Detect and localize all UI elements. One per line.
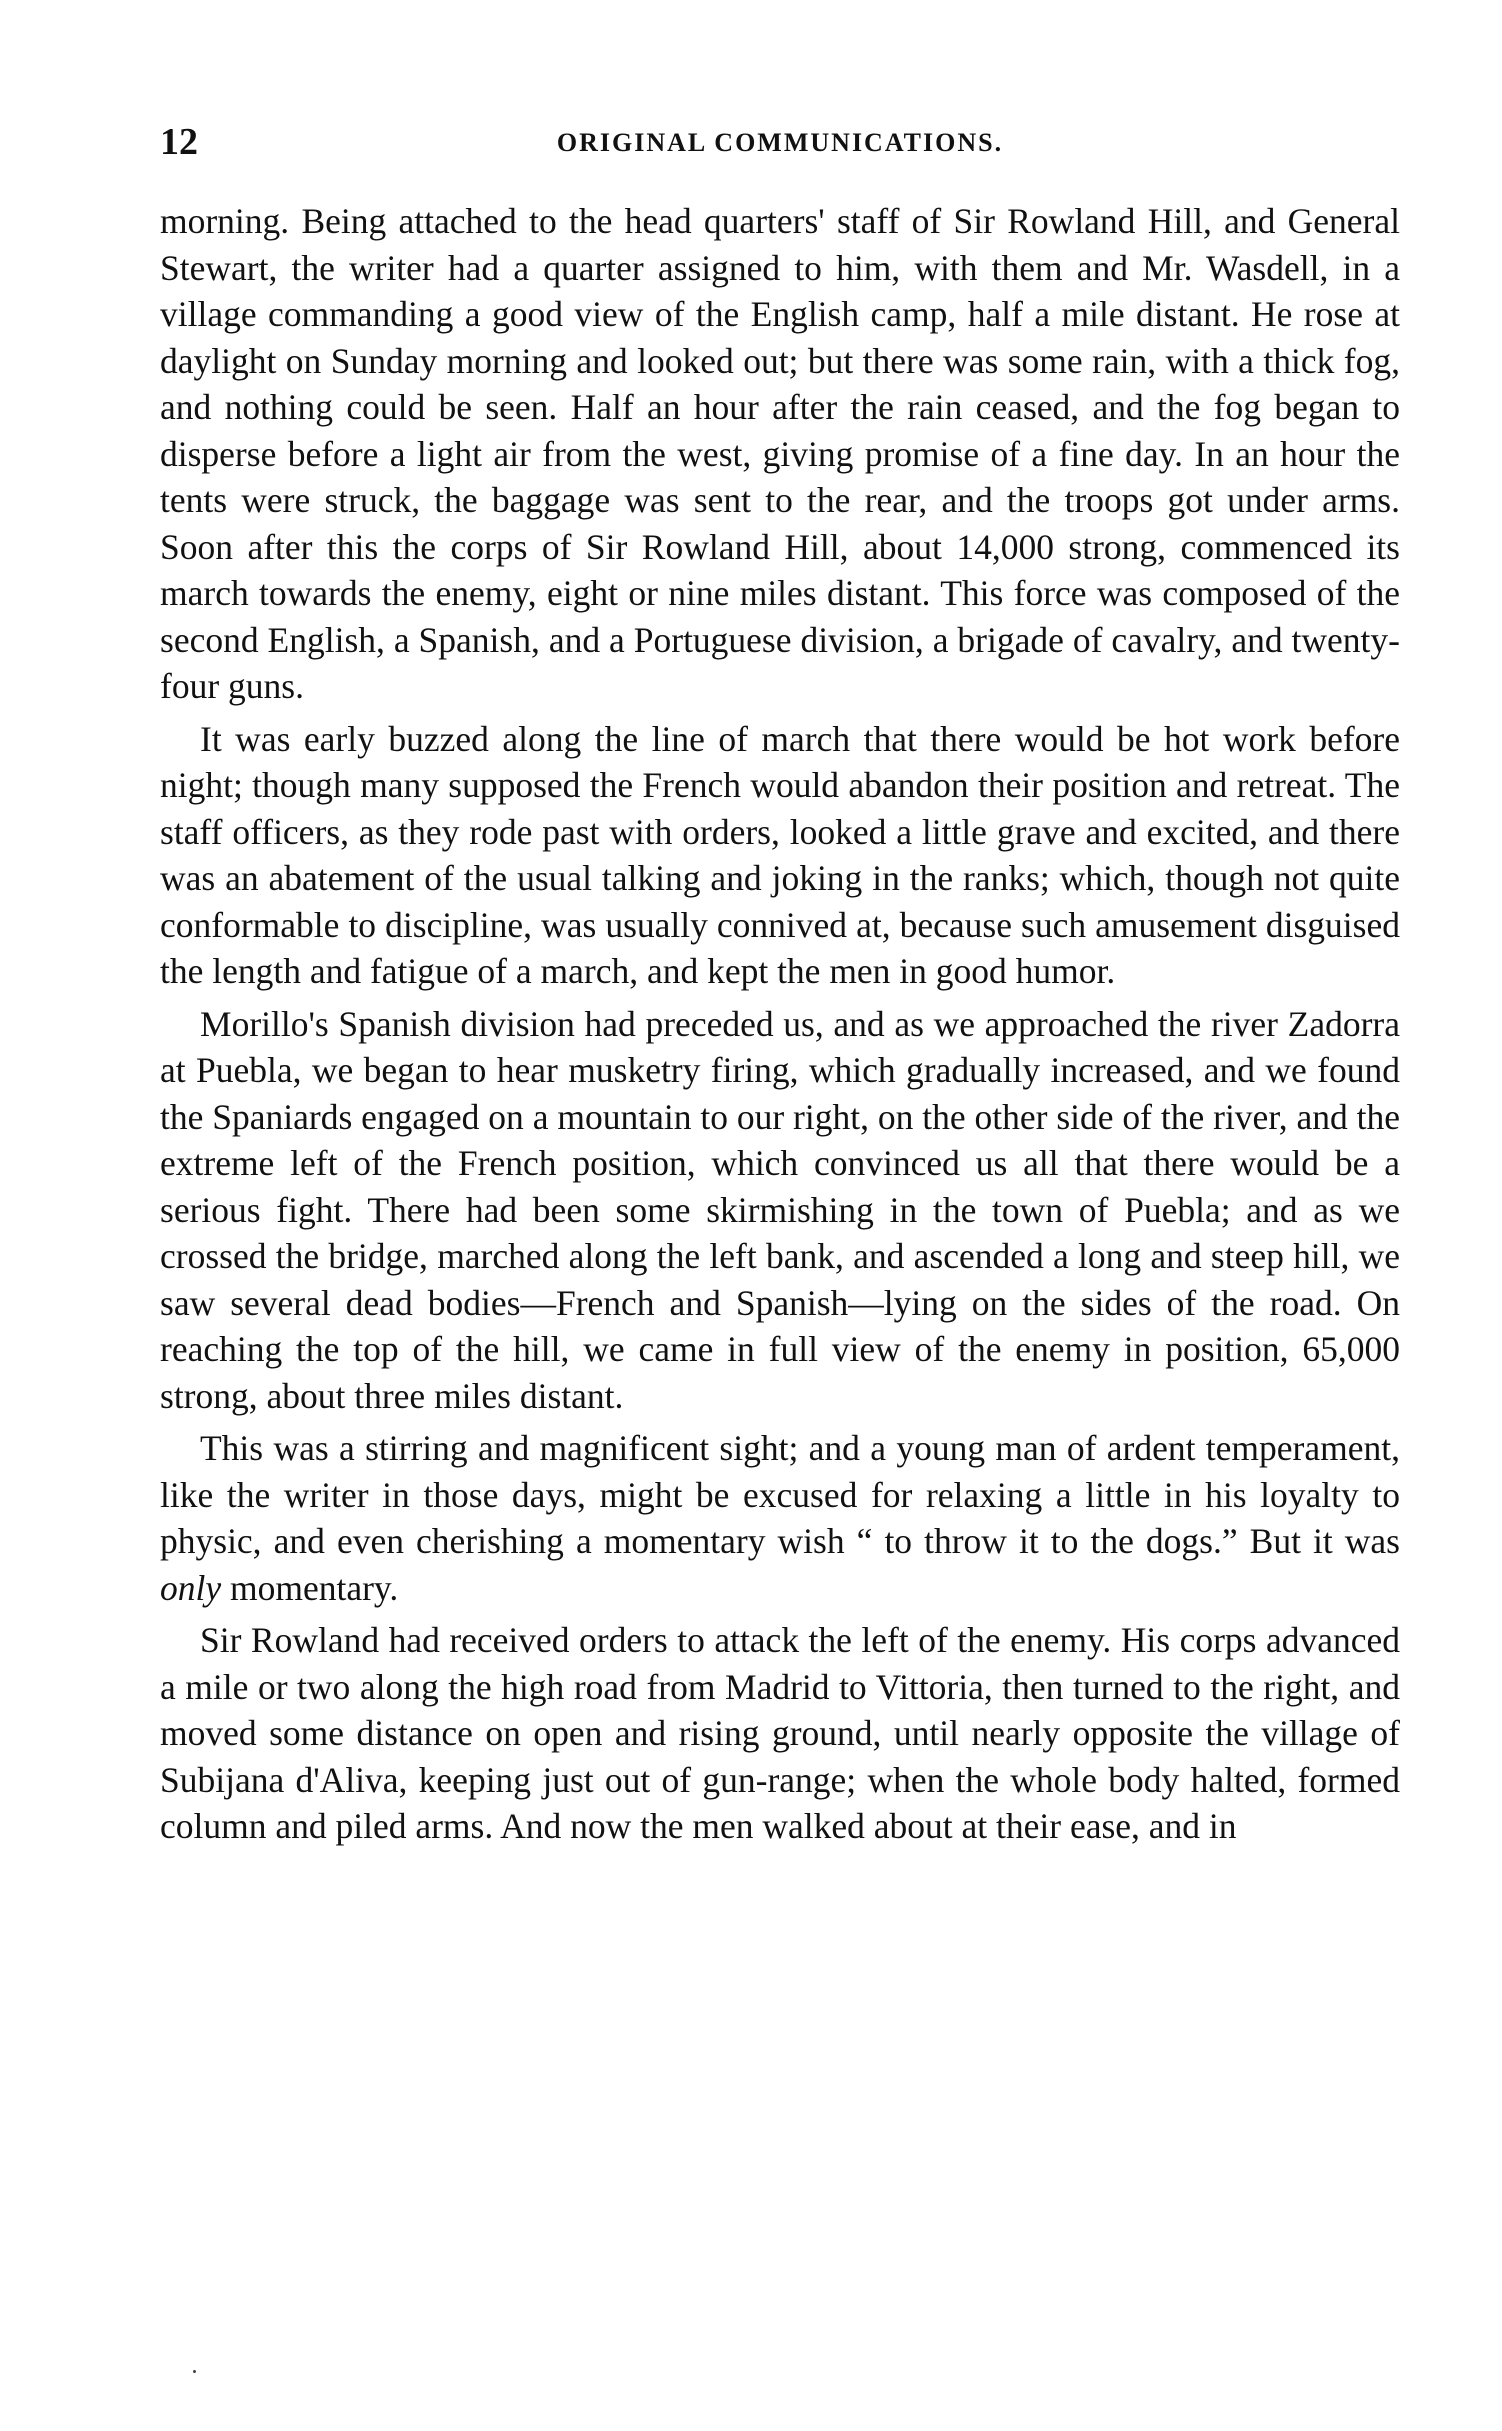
paragraph-4-text-after: momentary. (221, 1567, 399, 1608)
paragraph-4-emphasis: only (160, 1567, 222, 1608)
running-head: ORIGINAL COMMUNICATIONS. (556, 128, 1004, 157)
body-text (160, 198, 1400, 1850)
paragraph-2: It was early buzzed along the line of march that there would be hot work before night; though many supposed the French would abandon their position and retreat. The staff officers, as they rode past with orders, looked a little grave and excited, and there was an abatement of the usual talking and joking in the ranks; which, though not quite conformable to discipline, was usually connived at, because such amusement disguised the length and fatigue of a march, and kept the men in good humor. (160, 718, 1400, 991)
paragraph-4 (160, 1425, 1400, 1611)
paragraph-5: Sir Rowland had received orders to attack the left of the enemy. His corps advanced a mile or two along the high road from Madrid to Vittoria, then turned to the right, and moved some distance on open and rising ground, until nearly opposite the village of Subijana d'Aliva, keeping just out of gun-range; when the whole body halted, formed column and piled arms. And now the men walked about at their ease, and in (160, 1620, 1400, 1846)
paragraph-3: Morillo's Spanish division had preceded us, and as we approached the river Zadorra at Puebla, we began to hear musketry firing, which gradually increased, and we found the Spaniards engaged on a mountain to our right, on the other side of the river, and the extreme left of the French position, which convinced us all that there would be a serious fight. There had been some skirmishing in the town of Puebla; and as we crossed the bridge, marched along the left bank, and ascended a long and steep hill, we saw several dead bodies—French and Spanish—lying on the sides of the road. On reaching the top of the hill, we came in full view of the enemy in position, 65,000 strong, about three miles distant. (160, 1003, 1400, 1416)
page-number: 12 (160, 121, 198, 163)
page-header (160, 120, 1400, 180)
document-page (160, 120, 1400, 1850)
paragraph-4-text-before: This was a stirring and magnificent sight; and a young man of ardent temperament, like the writer in those days, might be excused for relaxing a little in his loyalty to physic, and even cherishing a momentary wish “ to throw it to the dogs.” But it was (160, 1428, 1400, 1561)
stray-ink-mark (193, 2370, 196, 2373)
paragraph-1: morning. Being attached to the head quarters' staff of Sir Rowland Hill, and General Stewart, the writer had a quarter assigned to him, with them and Mr. Wasdell, in a village commanding a good view of the English camp, half a mile distant. He rose at daylight on Sunday morning and looked out; but there was some rain, with a thick fog, and nothing could be seen. Half an hour after the rain ceased, and the fog began to disperse before a light air from the west, giving promise of a fine day. In an hour the tents were struck, the baggage was sent to the rear, and the troops got under arms. Soon after this the corps of Sir Rowland Hill, about 14,000 strong, commenced its march towards the enemy, eight or nine miles distant. This force was composed of the second English, a Spanish, and a Portuguese division, a brigade of cavalry, and twenty-four guns. (160, 201, 1400, 706)
